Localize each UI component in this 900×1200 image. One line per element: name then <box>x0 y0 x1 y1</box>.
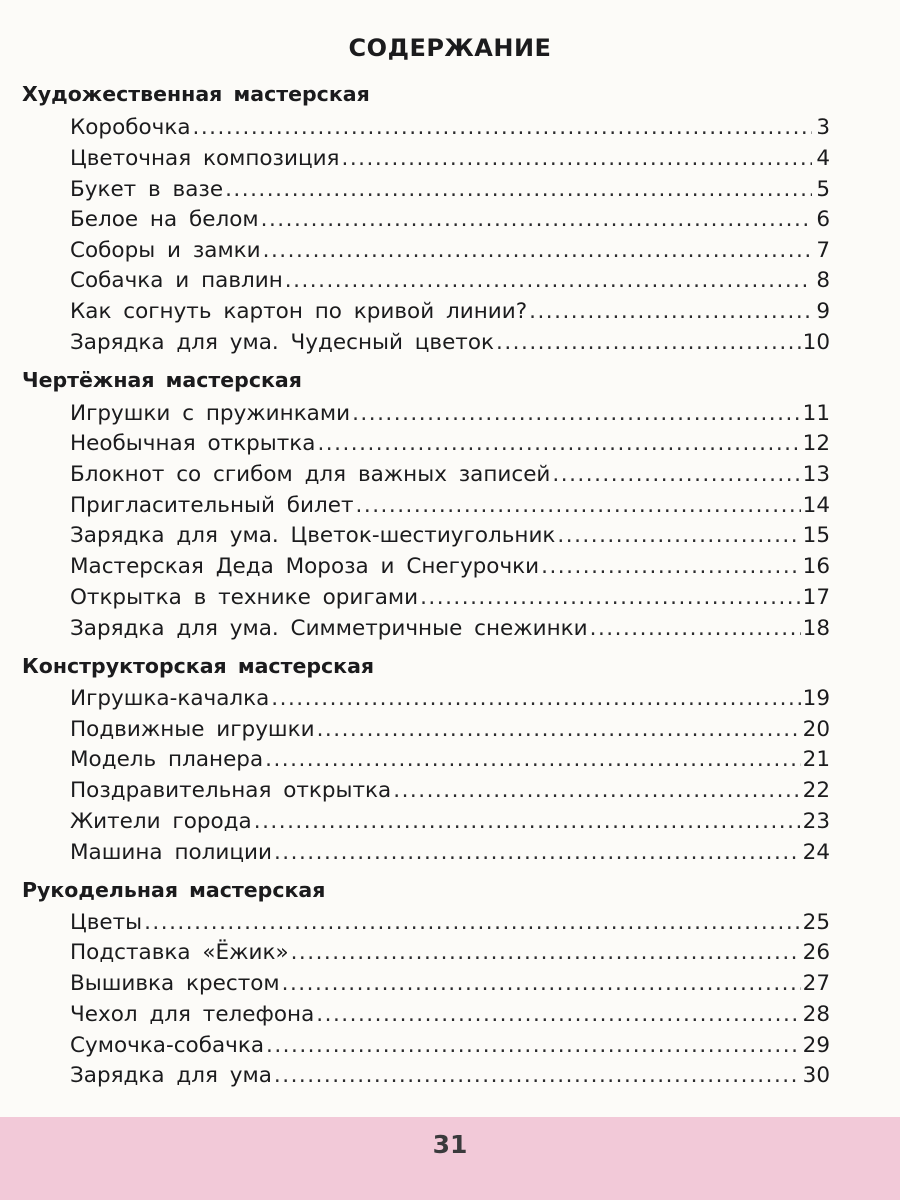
toc-entry[interactable] <box>70 205 830 235</box>
dot-leader <box>529 297 812 327</box>
dot-leader <box>265 745 801 775</box>
dot-leader <box>420 583 801 613</box>
entry-title: Как согнуть картон по кривой линии? <box>70 299 528 324</box>
dot-leader <box>291 938 801 968</box>
dot-leader <box>261 205 812 235</box>
dot-leader <box>496 328 801 358</box>
dot-leader <box>274 1061 801 1091</box>
entry-title: Блокнот со сгибом для важных записей <box>70 462 551 487</box>
toc-entry[interactable] <box>70 838 830 868</box>
toc-entry[interactable] <box>70 399 830 429</box>
dot-leader <box>317 715 801 745</box>
toc-entry[interactable] <box>70 297 830 327</box>
dot-leader <box>266 1031 801 1061</box>
entry-page-number: 4 <box>816 146 830 171</box>
dot-leader <box>144 908 801 938</box>
dot-leader <box>590 614 801 644</box>
toc-entry[interactable] <box>70 745 830 775</box>
entry-title: Белое на белом <box>70 207 259 232</box>
toc-entry[interactable] <box>70 684 830 714</box>
toc-entry[interactable] <box>70 614 830 644</box>
dot-leader <box>317 429 800 459</box>
entry-page-number: 23 <box>802 809 830 834</box>
entry-title: Собачка и павлин <box>70 268 283 293</box>
dot-leader <box>552 460 800 490</box>
entry-title: Подвижные игрушки <box>70 717 315 742</box>
toc-entry[interactable] <box>70 552 830 582</box>
entry-page-number: 22 <box>802 778 830 803</box>
entry-title: Чехол для телефона <box>70 1002 315 1027</box>
section-heading: Рукодельная мастерская <box>22 878 326 902</box>
entry-page-number: 25 <box>802 910 830 935</box>
dot-leader <box>541 552 801 582</box>
toc-entry[interactable] <box>70 236 830 266</box>
section-heading: Художественная мастерская <box>22 82 370 106</box>
entry-title: Зарядка для ума <box>70 1063 272 1088</box>
entry-page-number: 3 <box>816 115 830 140</box>
toc-entry[interactable] <box>70 328 830 358</box>
entry-page-number: 8 <box>816 268 830 293</box>
entry-title: Открытка в технике оригами <box>70 585 419 610</box>
entry-page-number: 27 <box>802 971 830 996</box>
section-heading: Конструкторская мастерская <box>22 654 375 678</box>
toc-entry[interactable] <box>70 113 830 143</box>
toc-entry[interactable] <box>70 1031 830 1061</box>
entry-page-number: 6 <box>816 207 830 232</box>
entry-title: Жители города <box>70 809 252 834</box>
toc-entry[interactable] <box>70 1061 830 1091</box>
toc-entry[interactable] <box>70 715 830 745</box>
entry-title: Зарядка для ума. Симметричные снежинки <box>70 616 588 641</box>
page-title: СОДЕРЖАНИЕ <box>348 34 552 62</box>
toc-entry[interactable] <box>70 521 830 551</box>
entry-title: Мастерская Деда Мороза и Снегурочки <box>70 554 540 579</box>
dot-leader <box>254 807 801 837</box>
toc-entry[interactable] <box>70 1000 830 1030</box>
entry-title: Игрушки с пружинками <box>70 401 351 426</box>
entry-page-number: 29 <box>802 1033 830 1058</box>
dot-leader <box>356 491 801 521</box>
toc-entry[interactable] <box>70 938 830 968</box>
dot-leader <box>342 144 813 174</box>
entry-title: Коробочка <box>70 115 191 140</box>
dot-leader <box>225 175 812 205</box>
dot-leader <box>274 838 801 868</box>
entry-title: Поздравительная открытка <box>70 778 392 803</box>
entry-page-number: 5 <box>816 177 830 202</box>
entry-page-number: 21 <box>802 747 830 772</box>
entry-title: Необычная открытка <box>70 431 316 456</box>
entry-page-number: 7 <box>816 238 830 263</box>
dot-leader <box>352 399 801 429</box>
entry-title: Соборы и замки <box>70 238 261 263</box>
entry-page-number: 9 <box>816 299 830 324</box>
entry-title: Вышивка крестом <box>70 971 280 996</box>
page-number: 31 <box>432 1130 468 1159</box>
toc-entry[interactable] <box>70 807 830 837</box>
entry-page-number: 20 <box>802 717 830 742</box>
toc-entry[interactable] <box>70 491 830 521</box>
entry-title: Цветочная композиция <box>70 146 340 171</box>
entry-title: Букет в вазе <box>70 177 224 202</box>
toc-entry[interactable] <box>70 776 830 806</box>
dot-leader <box>263 236 812 266</box>
entry-page-number: 19 <box>802 686 830 711</box>
entry-title: Зарядка для ума. Цветок-шестиугольник <box>70 523 556 548</box>
dot-leader <box>316 1000 800 1030</box>
entry-page-number: 24 <box>802 840 830 865</box>
entry-page-number: 16 <box>802 554 830 579</box>
entry-page-number: 26 <box>802 940 830 965</box>
entry-title: Сумочка-собачка <box>70 1033 265 1058</box>
dot-leader <box>285 266 812 296</box>
entry-page-number: 13 <box>802 462 830 487</box>
entry-title: Пригласительный билет <box>70 493 354 518</box>
toc-entry[interactable] <box>70 908 830 938</box>
entry-title: Подставка «Ёжик» <box>70 940 289 965</box>
entry-title: Машина полиции <box>70 840 272 865</box>
dot-leader <box>557 521 800 551</box>
dot-leader <box>393 776 800 806</box>
toc-entry[interactable] <box>70 266 830 296</box>
entry-page-number: 11 <box>802 401 830 426</box>
toc-entry[interactable] <box>70 144 830 174</box>
entry-page-number: 12 <box>802 431 830 456</box>
section-heading: Чертёжная мастерская <box>22 368 302 392</box>
toc-entry[interactable] <box>70 969 830 999</box>
entry-page-number: 14 <box>802 493 830 518</box>
dot-leader <box>282 969 801 999</box>
entry-page-number: 17 <box>802 585 830 610</box>
toc-entry[interactable] <box>70 460 830 490</box>
toc-entry[interactable] <box>70 429 830 459</box>
entry-title: Цветы <box>70 910 143 935</box>
entry-title: Зарядка для ума. Чудесный цветок <box>70 330 494 355</box>
toc-entry[interactable] <box>70 175 830 205</box>
dot-leader <box>271 684 800 714</box>
dot-leader <box>193 113 813 143</box>
entry-page-number: 28 <box>802 1002 830 1027</box>
entry-title: Игрушка-качалка <box>70 686 270 711</box>
entry-page-number: 15 <box>802 523 830 548</box>
entry-title: Модель планера <box>70 747 264 772</box>
entry-page-number: 10 <box>802 330 830 355</box>
toc-entry[interactable] <box>70 583 830 613</box>
entry-page-number: 18 <box>802 616 830 641</box>
entry-page-number: 30 <box>802 1063 830 1088</box>
